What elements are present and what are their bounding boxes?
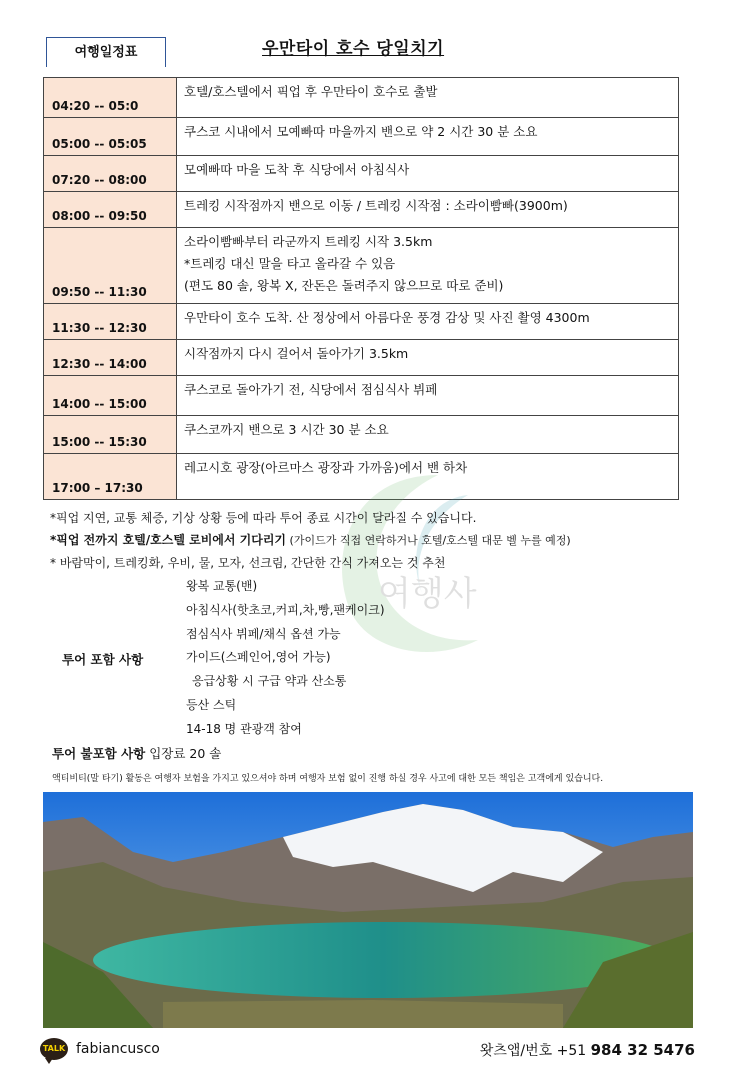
phone-prefix: +51 <box>556 1043 587 1059</box>
schedule-time: 15:00 -- 15:30 <box>44 416 177 454</box>
schedule-row <box>44 304 679 340</box>
schedule-line: *트레킹 대신 말을 타고 올라갈 수 있음 <box>184 256 396 271</box>
schedule-line: 우만타이 호수 도착. 산 정상에서 아름다운 풍경 감상 및 사진 촬영 4300m <box>184 310 590 325</box>
schedule-row <box>44 376 679 416</box>
schedule-time: 09:50 -- 11:30 <box>44 228 177 304</box>
phone-number: 984 32 5476 <box>590 1041 695 1059</box>
page-title: 우만타이 호수 당일치기 <box>262 39 445 59</box>
included-item: 응급상황 시 구급 약과 산소통 <box>192 674 347 689</box>
excluded-line <box>52 744 221 762</box>
phone-label: 왓츠앱/번호 <box>479 1043 553 1059</box>
schedule-description <box>177 78 679 118</box>
included-item: 아침식사(핫초코,커피,차,빵,팬케이크) <box>186 602 385 617</box>
kakao-id: fabiancusco <box>76 1041 160 1057</box>
notes-block <box>50 507 571 574</box>
schedule-description <box>177 340 679 376</box>
schedule-table <box>43 77 679 500</box>
note-pickup: *픽업 전까지 호텔/호스텔 로비에서 기다리기 (가이드가 직접 연락하거나 호텔/호스텔 대문 벨 누를 예정) <box>50 533 571 547</box>
schedule-description <box>177 156 679 192</box>
schedule-description <box>177 228 679 304</box>
schedule-description <box>177 304 679 340</box>
included-label: 투어 포함 사항 <box>62 652 144 667</box>
schedule-description <box>177 192 679 228</box>
schedule-time: 05:00 -- 05:05 <box>44 118 177 156</box>
schedule-time: 12:30 -- 14:00 <box>44 340 177 376</box>
schedule-line: 모예빠따 마을 도착 후 식당에서 아침식사 <box>184 162 410 177</box>
schedule-row <box>44 454 679 500</box>
schedule-time: 08:00 -- 09:50 <box>44 192 177 228</box>
schedule-row <box>44 78 679 118</box>
schedule-line: (편도 80 솔, 왕복 X, 잔돈은 돌려주지 않으므로 따로 준비) <box>184 278 504 293</box>
lake-photo <box>43 792 693 1028</box>
schedule-description <box>177 416 679 454</box>
schedule-line: 시작점까지 다시 걸어서 돌아가기 3.5km <box>184 346 409 361</box>
included-item: 왕복 교통(밴) <box>186 579 258 593</box>
schedule-time: 07:20 -- 08:00 <box>44 156 177 192</box>
schedule-row <box>44 192 679 228</box>
excluded-label: 투어 불포함 사항 <box>52 746 146 761</box>
schedule-description <box>177 376 679 416</box>
schedule-line: 쿠스코 시내에서 모예빠따 마을까지 밴으로 약 2 시간 30 분 소요 <box>184 124 538 139</box>
kakaotalk-icon: TALK <box>40 1038 68 1060</box>
watermark-text: 여행사 <box>378 574 477 614</box>
schedule-line: 쿠스코까지 밴으로 3 시간 30 분 소요 <box>184 422 389 437</box>
whatsapp-contact <box>480 1040 695 1060</box>
schedule-row <box>44 228 679 304</box>
schedule-line: 소라이빰빠부터 라군까지 트레킹 시작 3.5km <box>184 234 433 249</box>
schedule-description <box>177 454 679 500</box>
note-packing: * 바람막이, 트레킹화, 우비, 물, 모자, 선크림, 간단한 간식 가져오는 것 추천 <box>50 556 446 570</box>
schedule-row <box>44 340 679 376</box>
included-list <box>186 575 385 742</box>
schedule-line: 트레킹 시작점까지 밴으로 이동 / 트레킹 시작점 : 소라이빰빠(3900m) <box>184 198 568 213</box>
schedule-time: 04:20 -- 05:0 <box>44 78 177 118</box>
schedule-line: 호텔/호스텔에서 픽업 후 우만타이 호수로 출발 <box>184 84 438 99</box>
schedule-time: 14:00 -- 15:00 <box>44 376 177 416</box>
schedule-time: 17:00 – 17:30 <box>44 454 177 500</box>
included-item: 14-18 명 관광객 참여 <box>186 721 302 736</box>
schedule-time: 11:30 -- 12:30 <box>44 304 177 340</box>
schedule-line: 레고시호 광장(아르마스 광장과 가까움)에서 밴 하차 <box>184 460 468 475</box>
schedule-row <box>44 118 679 156</box>
included-item: 가이드(스페인어,영어 가능) <box>186 650 331 665</box>
itinerary-tab-label: 여행일정표 <box>46 37 166 67</box>
schedule-row <box>44 156 679 192</box>
excluded-value: 입장료 20 솔 <box>149 746 222 761</box>
schedule-line: 쿠스코로 돌아가기 전, 식당에서 점심식사 뷔페 <box>184 382 438 397</box>
schedule-row <box>44 416 679 454</box>
kakao-contact <box>40 1038 160 1060</box>
note-delay: *픽업 지연, 교통 체증, 기상 상황 등에 따라 투어 종료 시간이 달라질 수 있습니다. <box>50 511 477 525</box>
schedule-description <box>177 118 679 156</box>
included-item: 등산 스틱 <box>186 697 237 712</box>
included-item: 점심식사 뷔페/채식 옵션 가능 <box>186 626 341 641</box>
insurance-disclaimer: 액티비티(말 타기) 활동은 여행자 보험을 가지고 있으셔야 하며 여행자 보험 없이 진행 하실 경우 사고에 대한 모든 책임은 고객에게 있습니다. <box>52 774 604 784</box>
